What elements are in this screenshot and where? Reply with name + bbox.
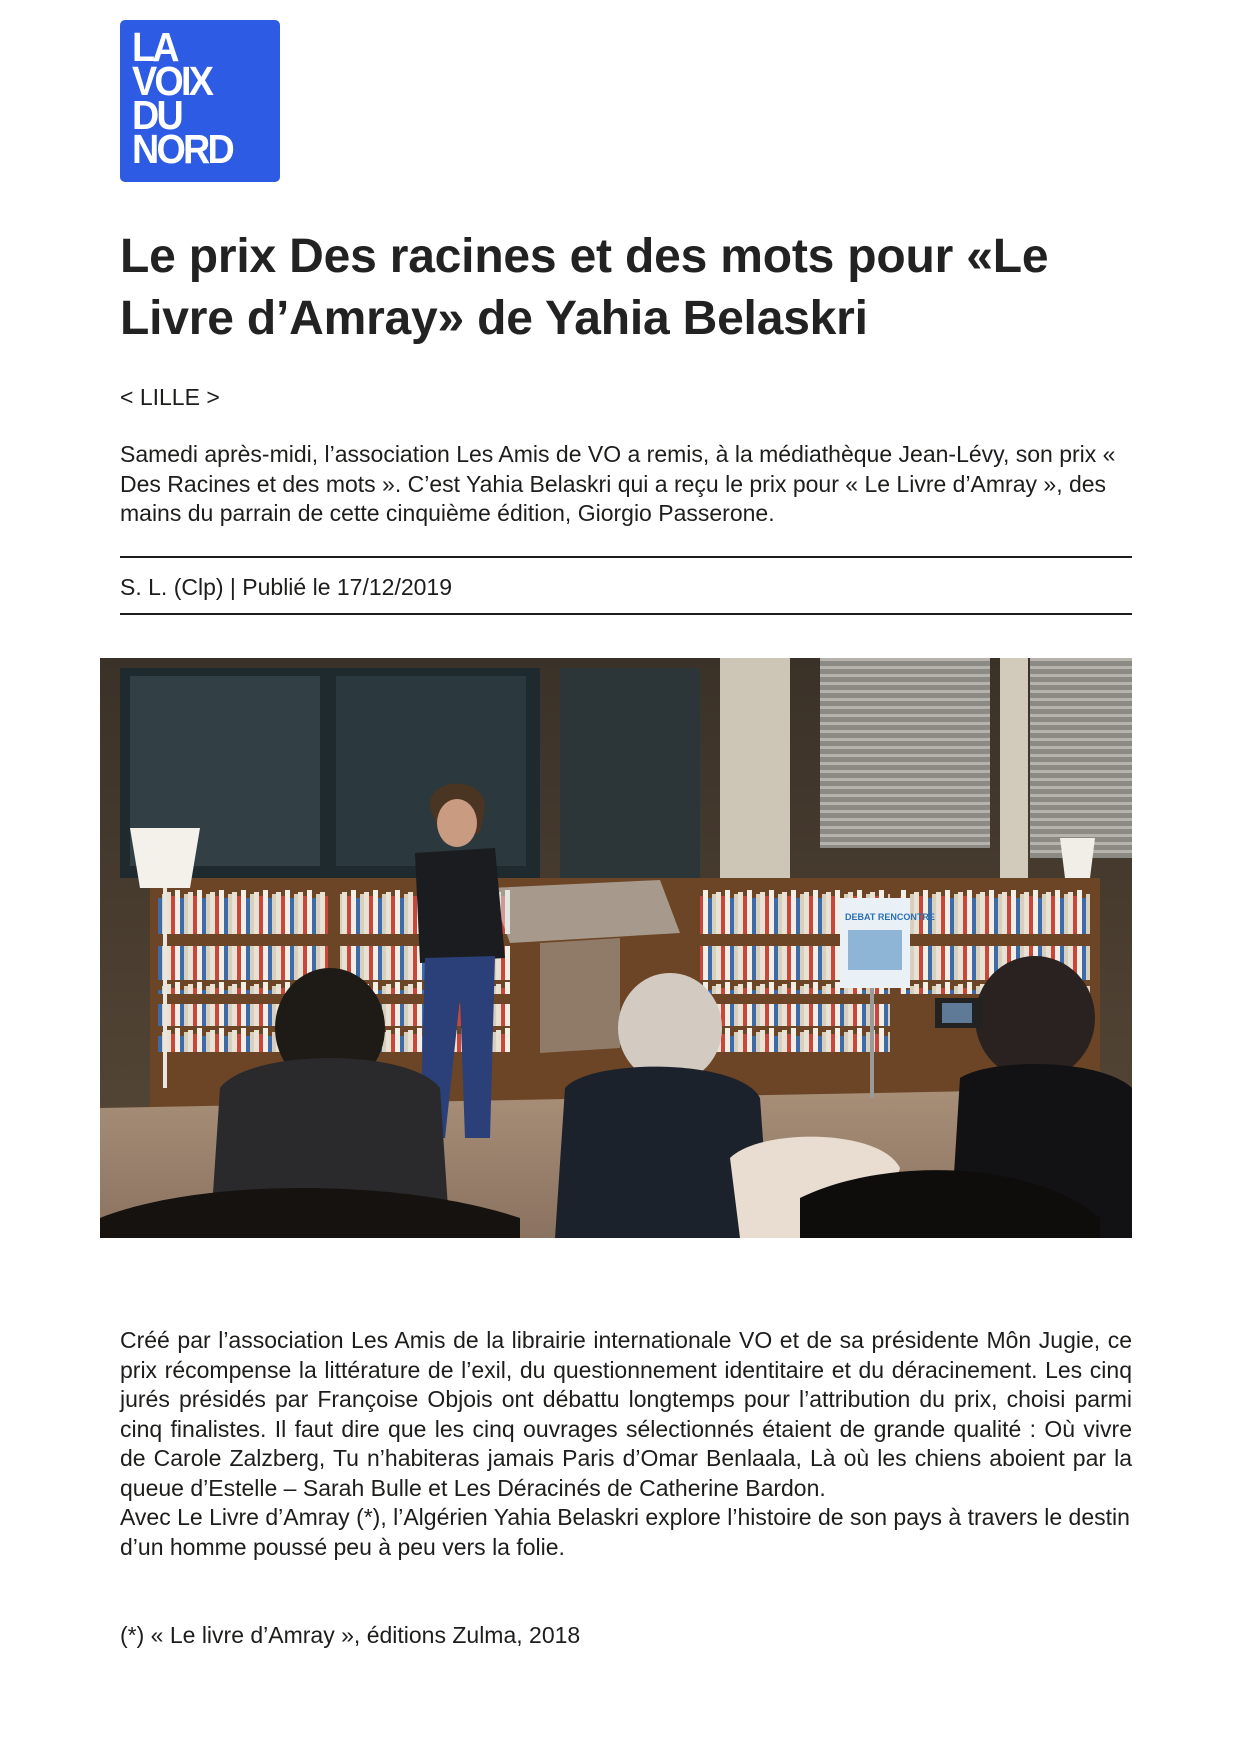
body-paragraph-1: Créé par l’association Les Amis de la librairie internationale VO et de sa présidente Môn Jugie, ce prix récompense la littérature de l’exil, du questionnement identitaire et du déracinement. Les cinq jurés présidés par Françoise Objois ont débattu longtemps pour l’attribution du prix, choisi parmi cinq finalistes. Il faut dire que les cinq ouvrages sélectionnés étaient de grande qualité : Où vivre de Carole Zalzberg, Tu n’habiteras jamais Paris d’Omar Benlaala, Là où les chiens aboient par la queue d’Estelle – Sarah Bulle et Les Déracinés de Catherine Bardon. <box>120 1327 1132 1501</box>
logo-line-1: LA <box>132 24 177 70</box>
logo-line-2: VOIX <box>132 58 212 104</box>
article-lede: Samedi après-midi, l’association Les Amis de VO a remis, à la médiathèque Jean-Lévy, son prix « Des Racines et des mots ». C’est Yahia Belaskri qui a reçu le prix pour « Le Livre d’Amray », des mains du parrain de cette cinquième édition, Giorgio Passerone. <box>120 441 1116 526</box>
byline-top-divider <box>120 556 1132 558</box>
byline-bottom-divider <box>120 613 1132 615</box>
article-photo <box>100 658 1132 1238</box>
article-byline: S. L. (Clp) | Publié le 17/12/2019 <box>120 574 453 600</box>
article-headline: Le prix Des racines et des mots pour «Le Livre d’Amray» de Yahia Belaskri <box>120 230 1049 345</box>
placard-title: DEBAT RENCONTRE <box>845 912 935 922</box>
article-body <box>120 1326 1132 1562</box>
la-voix-du-nord-logo <box>120 20 280 182</box>
book-footnote: (*) « Le livre d’Amray », éditions Zulma, 2018 <box>120 1622 581 1648</box>
logo-line-4: NORD <box>132 126 233 172</box>
logo-line-3: DU <box>132 92 181 138</box>
location-tag: < LILLE > <box>120 384 220 410</box>
body-paragraph-2: Avec Le Livre d’Amray (*), l’Algérien Yahia Belaskri explore l’histoire de son pays à travers le destin d’un homme poussé peu à peu vers la folie. <box>120 1504 1130 1560</box>
library-reading-illustration <box>100 658 1132 1238</box>
